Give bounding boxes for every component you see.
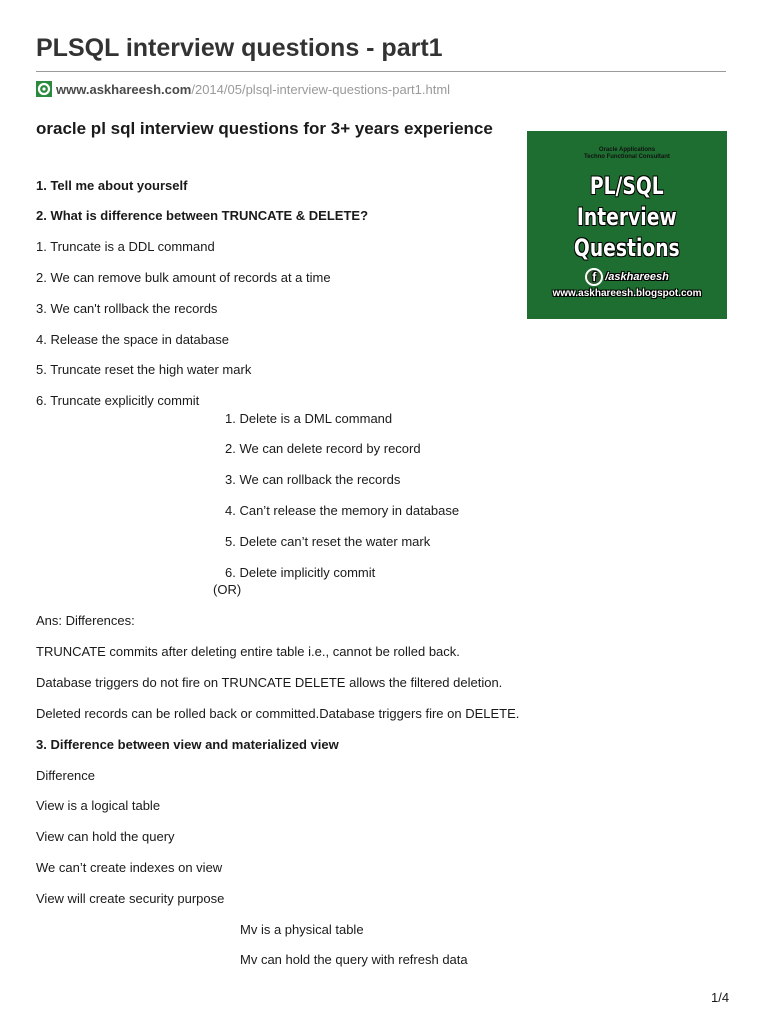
cover-url: www.askhareesh.blogspot.com [552, 288, 702, 299]
mv-point: Mv can hold the query with refresh data [240, 952, 468, 967]
mv-point: Mv is a physical table [240, 922, 364, 937]
cover-title-line3: Questions [574, 234, 680, 262]
delete-point: 4. Can’t release the memory in database [225, 503, 460, 518]
answer-line: Database triggers do not fire on TRUNCATE DELETE allows the filtered deletion. [36, 675, 503, 690]
question-3: 3. Difference between view and materialized view [36, 737, 339, 752]
truncate-point: 2. We can remove bulk amount of records at a time [36, 270, 331, 285]
difference-label: Difference [36, 768, 96, 783]
cover-image [527, 131, 727, 319]
or-separator: (OR) [213, 582, 242, 597]
source-domain[interactable]: www.askhareesh.com [56, 81, 192, 97]
cover-tagline-line1: Oracle Applications [598, 147, 656, 153]
view-point: View is a logical table [36, 798, 161, 813]
cover-title [574, 171, 680, 264]
article-subheading: oracle pl sql interview questions for 3+ years experience [36, 119, 493, 138]
cover-handle-text: /askhareesh [605, 271, 669, 283]
truncate-point: 1. Truncate is a DDL command [36, 239, 215, 254]
site-icon [36, 81, 52, 97]
cover-title-line2: Interview [577, 203, 677, 231]
delete-point: 1. Delete is a DML command [225, 411, 393, 426]
view-point: We can’t create indexes on view [36, 860, 223, 875]
facebook-icon: f [585, 268, 603, 286]
source-link[interactable] [36, 80, 450, 98]
question-1: 1. Tell me about yourself [36, 178, 188, 193]
view-point: View can hold the query [36, 829, 175, 844]
title-divider [36, 71, 726, 72]
truncate-point: 6. Truncate explicitly commit [36, 393, 200, 408]
truncate-point: 3. We can't rollback the records [36, 301, 218, 316]
cover-title-line1: PL/SQL [590, 172, 664, 200]
answer-line: TRUNCATE commits after deleting entire table i.e., cannot be rolled back. [36, 644, 460, 659]
delete-point: 3. We can rollback the records [225, 472, 401, 487]
cover-tagline-line2: Techno Functional Consultant [584, 154, 670, 160]
page-number: 1/4 [711, 990, 730, 1005]
cover-handle [585, 268, 669, 286]
view-point: View will create security purpose [36, 891, 225, 906]
answer-label: Ans: Differences: [36, 613, 135, 628]
question-2: 2. What is difference between TRUNCATE & DELETE? [36, 208, 369, 223]
truncate-point: 5. Truncate reset the high water mark [36, 362, 252, 377]
source-path[interactable]: /2014/05/plsql-interview-questions-part1.html [191, 81, 451, 97]
cover-tagline [537, 147, 717, 161]
delete-point: 5. Delete can’t reset the water mark [225, 534, 431, 549]
answer-line: Deleted records can be rolled back or committed.Database triggers fire on DELETE. [36, 706, 520, 721]
delete-point: 6. Delete implicitly commit [225, 565, 376, 580]
delete-point: 2. We can delete record by record [225, 441, 421, 456]
page-title: PLSQL interview questions - part1 [36, 34, 443, 62]
truncate-point: 4. Release the space in database [36, 332, 229, 347]
